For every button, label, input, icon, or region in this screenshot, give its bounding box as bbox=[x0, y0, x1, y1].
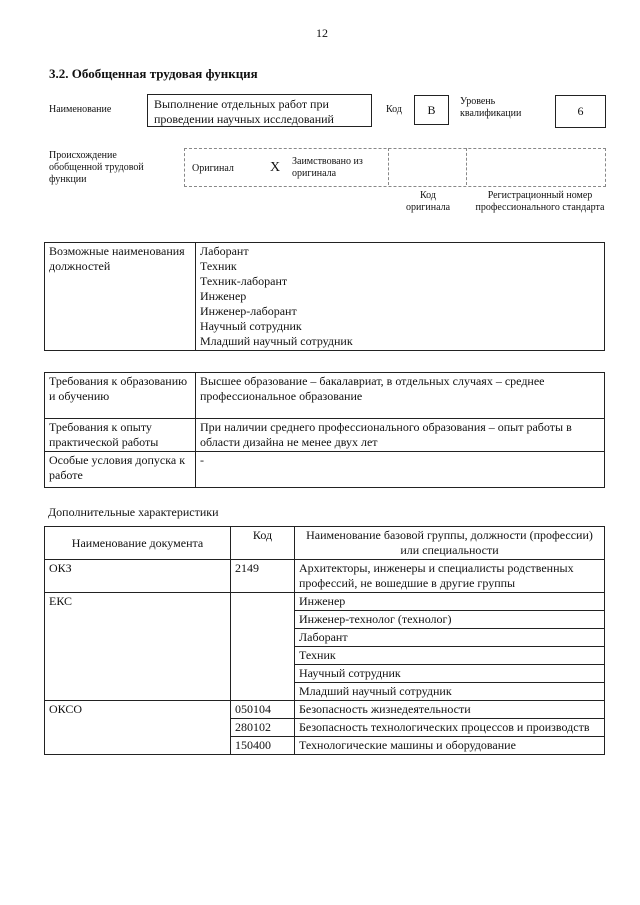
requirement-value: Высшее образование – бакалавриат, в отдельных случаях – среднее профессиональное образование bbox=[196, 373, 605, 419]
section-title: 3.2. Обобщенная трудовая функция bbox=[49, 66, 258, 81]
okso-name: Технологические машины и оборудование bbox=[295, 737, 605, 755]
position-item: Младший научный сотрудник bbox=[200, 334, 353, 348]
origin-box bbox=[184, 148, 606, 187]
position-item: Инженер bbox=[200, 289, 247, 303]
positions-table bbox=[44, 242, 605, 351]
positions-list bbox=[196, 243, 605, 351]
requirement-row bbox=[45, 419, 605, 452]
level-value: 6 bbox=[555, 95, 606, 128]
table-row bbox=[45, 593, 605, 611]
additional-table bbox=[44, 526, 605, 755]
name-label: Наименование bbox=[49, 104, 112, 115]
code-original-label: Код оригинала bbox=[405, 190, 451, 213]
col-doc-header: Наименование документа bbox=[45, 527, 231, 560]
requirement-label: Требования к образованию и обучению bbox=[45, 373, 196, 419]
position-item: Научный сотрудник bbox=[200, 319, 302, 333]
origin-label: Происхождение обобщенной трудовой функции bbox=[49, 150, 144, 185]
position-item: Инженер-лаборант bbox=[200, 304, 297, 318]
code-value: B bbox=[414, 95, 449, 125]
origin-divider bbox=[466, 148, 467, 185]
requirement-row bbox=[45, 452, 605, 488]
table-row bbox=[45, 701, 605, 719]
requirement-label: Особые условия допуска к работе bbox=[45, 452, 196, 488]
table-header-row bbox=[45, 527, 605, 560]
original-mark: X bbox=[270, 160, 281, 175]
eks-item: Техник bbox=[295, 647, 605, 665]
eks-item: Младший научный сотрудник bbox=[295, 683, 605, 701]
col-name-header: Наименование базовой группы, должности (профессии) или специальности bbox=[295, 527, 605, 560]
requirement-label: Требования к опыту практической работы bbox=[45, 419, 196, 452]
eks-item: Инженер bbox=[295, 593, 605, 611]
requirement-row bbox=[45, 373, 605, 419]
okz-doc: ОКЗ bbox=[45, 560, 231, 593]
position-item: Лаборант bbox=[200, 244, 249, 258]
position-item: Техник-лаборант bbox=[200, 274, 288, 288]
col-code-header: Код bbox=[231, 527, 295, 560]
positions-label: Возможные наименования должностей bbox=[45, 243, 196, 351]
eks-item: Инженер-технолог (технолог) bbox=[295, 611, 605, 629]
okso-code: 280102 bbox=[231, 719, 295, 737]
okso-code: 150400 bbox=[231, 737, 295, 755]
origin-divider-2 bbox=[388, 148, 389, 185]
original-label: Оригинал bbox=[192, 163, 234, 174]
borrowed-label: Заимствовано из оригинала bbox=[292, 156, 363, 179]
eks-item: Лаборант bbox=[295, 629, 605, 647]
okso-doc: ОКСО bbox=[45, 701, 231, 755]
reg-number-label: Регистрационный номер профессионального стандарта bbox=[475, 190, 605, 213]
requirements-table bbox=[44, 372, 605, 488]
position-item: Техник bbox=[200, 259, 237, 273]
okso-name: Безопасность жизнедеятельности bbox=[295, 701, 605, 719]
name-value: Выполнение отдельных работ при проведении научных исследований bbox=[154, 97, 334, 126]
okz-code: 2149 bbox=[231, 560, 295, 593]
code-label: Код bbox=[386, 104, 402, 115]
okso-code: 050104 bbox=[231, 701, 295, 719]
additional-title: Дополнительные характеристики bbox=[48, 505, 219, 519]
eks-code bbox=[231, 593, 295, 701]
name-value-box bbox=[147, 94, 372, 127]
eks-doc: ЕКС bbox=[45, 593, 231, 701]
requirement-value: При наличии среднего профессионального образования – опыт работы в области дизайна не менее двух лет bbox=[196, 419, 605, 452]
level-label: Уровень квалификации bbox=[460, 96, 522, 119]
table-row bbox=[45, 560, 605, 593]
okso-name: Безопасность технологических процессов и производств bbox=[295, 719, 605, 737]
page-number: 12 bbox=[316, 26, 328, 40]
requirement-value: - bbox=[196, 452, 605, 488]
okz-name: Архитекторы, инженеры и специалисты родственных профессий, не вошедшие в другие группы bbox=[295, 560, 605, 593]
eks-item: Научный сотрудник bbox=[295, 665, 605, 683]
